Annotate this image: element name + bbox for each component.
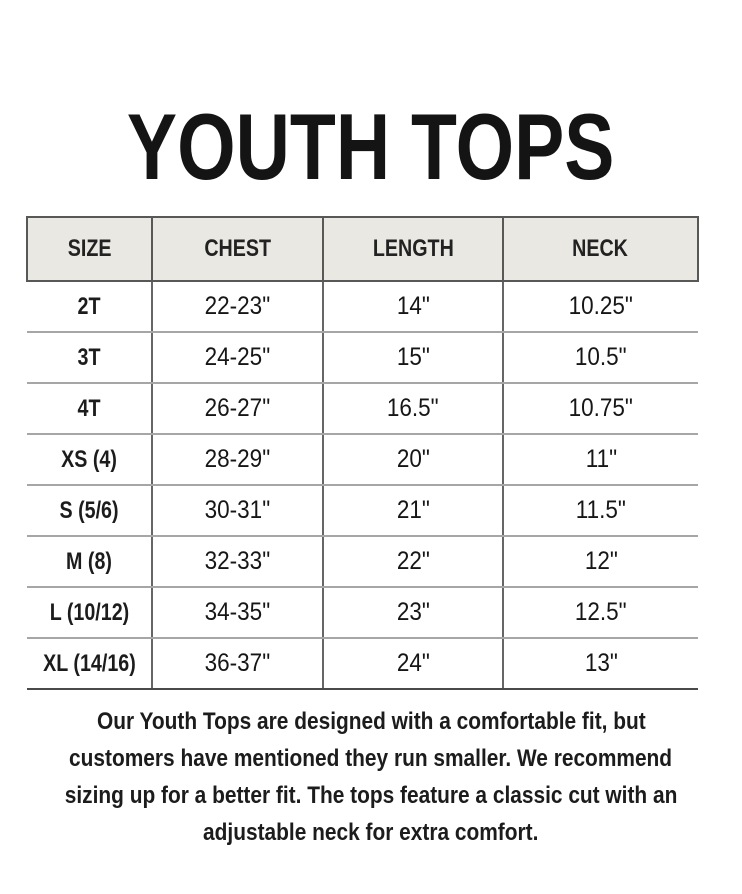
table-row-l [27, 587, 698, 638]
description-line [0, 777, 742, 814]
column-header-length-label: LENGTH [372, 235, 454, 262]
neck-cell [503, 383, 698, 434]
column-header-size-label: SIZE [67, 235, 112, 262]
length-value: 16.5" [387, 394, 439, 422]
chest-value: 34-35" [204, 598, 271, 626]
size-label: 4T [77, 394, 101, 422]
neck-value: 12" [584, 547, 618, 575]
neck-value: 10.75" [568, 394, 634, 422]
chest-value: 26-27" [204, 394, 271, 422]
size-label: XL (14/16) [42, 649, 136, 677]
length-cell [323, 485, 503, 536]
length-cell [323, 281, 503, 332]
description-line-text: customers have mentioned they run smaller. We recommend [69, 745, 673, 772]
length-cell [323, 383, 503, 434]
length-cell [323, 587, 503, 638]
neck-value: 11.5" [575, 496, 627, 524]
neck-value: 10.25" [568, 292, 634, 320]
neck-cell [503, 536, 698, 587]
column-header-chest-label: CHEST [204, 235, 271, 262]
size-cell [27, 638, 152, 689]
size-cell [27, 281, 152, 332]
table-body [27, 281, 698, 689]
chest-cell [152, 281, 323, 332]
length-value: 15" [396, 343, 430, 371]
page-title [0, 94, 742, 199]
column-header-chest [152, 217, 323, 281]
neck-cell [503, 281, 698, 332]
description-line [0, 740, 742, 777]
table-row-xl [27, 638, 698, 689]
description-line [0, 703, 742, 740]
column-header-length [323, 217, 503, 281]
table-row-m [27, 536, 698, 587]
neck-cell [503, 485, 698, 536]
size-cell [27, 332, 152, 383]
size-label: 3T [77, 343, 101, 371]
column-header-size [27, 217, 152, 281]
size-cell [27, 536, 152, 587]
table-header-row [27, 217, 698, 281]
chest-cell [152, 638, 323, 689]
table-row-4t [27, 383, 698, 434]
length-cell [323, 536, 503, 587]
size-label: S (5/6) [59, 496, 119, 524]
chest-cell [152, 587, 323, 638]
neck-cell [503, 332, 698, 383]
description-line-text: sizing up for a better fit. The tops feature a classic cut with an [64, 782, 678, 809]
neck-cell [503, 638, 698, 689]
table-row-2t [27, 281, 698, 332]
description-line-text: adjustable neck for extra comfort. [203, 819, 539, 846]
chest-cell [152, 434, 323, 485]
size-label: 2T [77, 292, 101, 320]
description-paragraph [0, 703, 742, 851]
chest-value: 22-23" [204, 292, 271, 320]
chest-value: 28-29" [204, 445, 271, 473]
column-header-neck [503, 217, 698, 281]
size-label: M (8) [66, 547, 112, 575]
length-cell [323, 332, 503, 383]
chest-value: 24-25" [204, 343, 271, 371]
length-value: 21" [396, 496, 430, 524]
chest-cell [152, 332, 323, 383]
size-label: L (10/12) [49, 598, 129, 626]
table-row-xs [27, 434, 698, 485]
length-value: 24" [396, 649, 430, 677]
neck-value: 13" [584, 649, 618, 677]
table-row-s [27, 485, 698, 536]
table-header [27, 217, 698, 281]
neck-value: 12.5" [575, 598, 627, 626]
size-cell [27, 587, 152, 638]
length-value: 23" [396, 598, 430, 626]
chest-cell [152, 536, 323, 587]
length-cell [323, 434, 503, 485]
neck-value: 11" [585, 445, 617, 473]
chest-cell [152, 383, 323, 434]
size-cell [27, 434, 152, 485]
description-line [0, 814, 742, 851]
size-label: XS (4) [61, 445, 117, 473]
page-title-text: YOUTH TOPS [127, 94, 615, 199]
table-row-3t [27, 332, 698, 383]
neck-value: 10.5" [575, 343, 627, 371]
length-value: 22" [396, 547, 430, 575]
length-cell [323, 638, 503, 689]
length-value: 20" [396, 445, 430, 473]
chest-value: 36-37" [204, 649, 271, 677]
size-chart-table [26, 216, 699, 690]
size-cell [27, 485, 152, 536]
neck-cell [503, 434, 698, 485]
neck-cell [503, 587, 698, 638]
size-cell [27, 383, 152, 434]
chest-value: 30-31" [204, 496, 271, 524]
column-header-neck-label: NECK [572, 235, 629, 262]
description-line-text: Our Youth Tops are designed with a comfortable fit, but [96, 708, 646, 735]
length-value: 14" [396, 292, 430, 320]
chest-value: 32-33" [204, 547, 271, 575]
chest-cell [152, 485, 323, 536]
